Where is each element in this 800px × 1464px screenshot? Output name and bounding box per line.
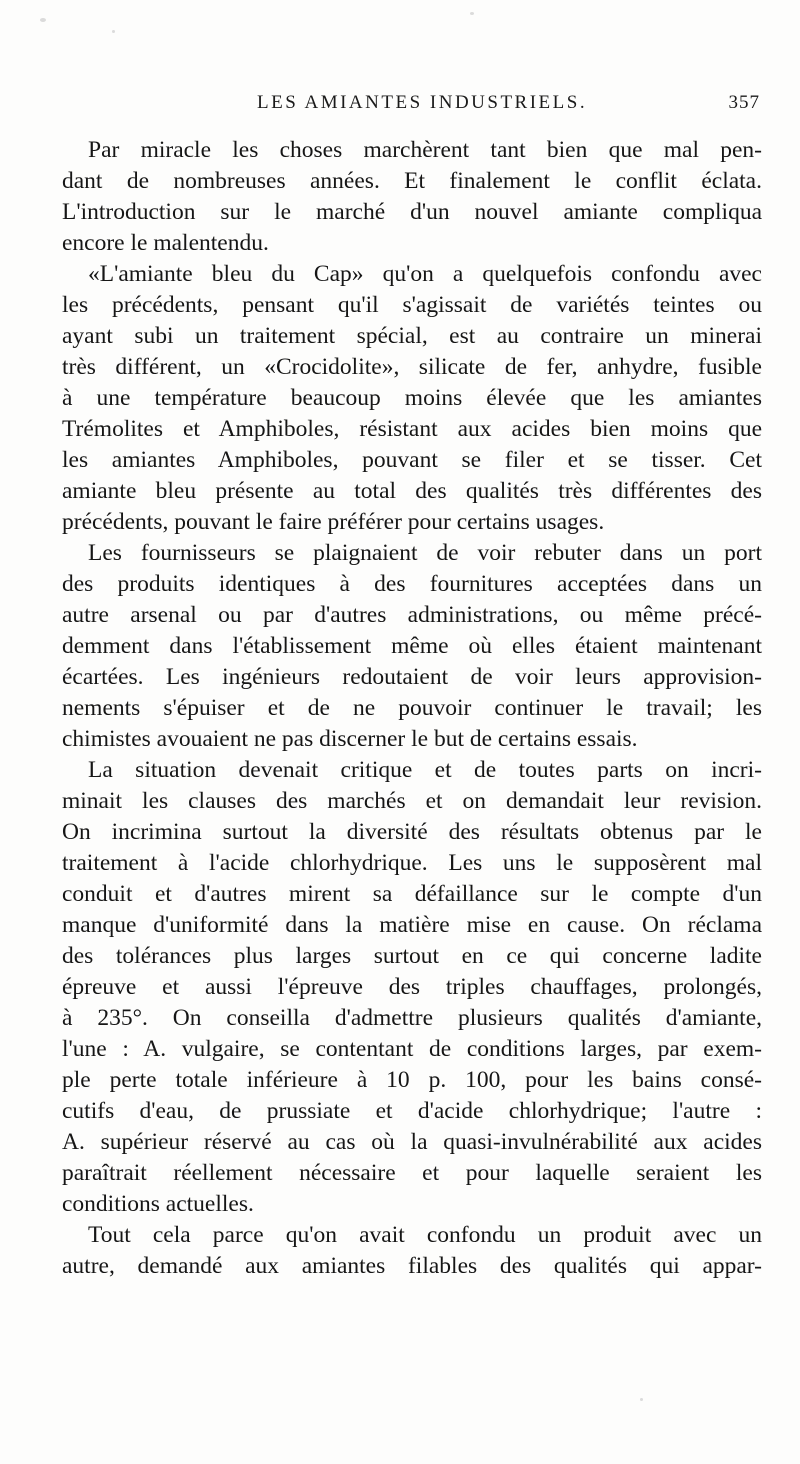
text-line: conduit et d'autres mirent sa défaillance sur le compte d'un [62,881,762,907]
text-line: des tolérances plus larges surtout en ce qui concerne ladite [62,943,762,969]
text-line: ayant subi un traitement spécial, est au contraire un minerai [62,323,762,349]
running-title: LES AMIANTES INDUSTRIELS. [257,92,588,113]
paper-speck [470,12,474,15]
paper-speck [112,30,115,33]
text-line: amiante bleu présente au total des qualités très différentes des [62,478,762,504]
text-line: l'une : A. vulgaire, se contentant de conditions larges, par exem- [62,1036,762,1062]
text-line: cutifs d'eau, de prussiate et d'acide chlorhydrique; l'autre : [62,1098,762,1124]
text-line: Tout cela parce qu'on avait confondu un produit avec un [88,1222,762,1248]
text-line: autre, demandé aux amiantes filables des qualités qui appar- [62,1253,762,1279]
text-line: paraîtrait réellement nécessaire et pour laquelle seraient les [62,1160,762,1186]
text-line: des produits identiques à des fournitures acceptées dans un [62,571,762,597]
text-line: traitement à l'acide chlorhydrique. Les uns le supposèrent mal [62,850,762,876]
text-line: A. supérieur réservé au cas où la quasi-invulnérabilité aux acides [62,1129,762,1155]
text-line: nements s'épuiser et de ne pouvoir continuer le travail; les [62,695,762,721]
body-text [62,135,762,1282]
text-line: Par miracle les choses marchèrent tant bien que mal pen- [88,137,762,163]
paper-speck [640,1398,643,1401]
text-line: manque d'uniformité dans la matière mise en cause. On réclama [62,912,762,938]
paper-speck [40,18,46,22]
text-line: les précédents, pensant qu'il s'agissait de variétés teintes ou [62,292,762,318]
text-line: très différent, un «Crocidolite», silicate de fer, anhydre, fusible [62,354,762,380]
text-line: écartées. Les ingénieurs redoutaient de voir leurs approvision- [62,664,762,690]
text-line: chimistes avouaient ne pas discerner le but de certains essais. [62,726,638,752]
text-line: La situation devenait critique et de toutes parts on incri- [88,757,762,783]
text-line: On incrimina surtout la diversité des résultats obtenus par le [62,819,762,845]
page-number: 357 [728,92,760,113]
text-line: les amiantes Amphiboles, pouvant se filer et se tisser. Cet [62,447,762,473]
text-line: conditions actuelles. [62,1191,254,1217]
text-line: à une température beaucoup moins élevée que les amiantes [62,385,762,411]
text-line: ple perte totale inférieure à 10 p. 100, pour les bains consé- [62,1067,762,1093]
text-line: à 235°. On conseilla d'admettre plusieurs qualités d'amiante, [62,1005,762,1031]
text-line: Trémolites et Amphiboles, résistant aux acides bien moins que [62,416,762,442]
text-line: précédents, pouvant le faire préférer pour certains usages. [62,509,605,535]
text-line: autre arsenal ou par d'autres administrations, ou même précé- [62,602,762,628]
text-line: encore le malentendu. [62,230,269,256]
text-line: Les fournisseurs se plaignaient de voir rebuter dans un port [88,540,762,566]
running-header [62,92,760,120]
text-line: dant de nombreuses années. Et finalement le conflit éclata. [62,168,762,194]
text-line: L'introduction sur le marché d'un nouvel amiante compliqua [62,199,762,225]
text-line: «L'amiante bleu du Cap» qu'on a quelquefois confondu avec [88,261,762,287]
text-line: demment dans l'établissement même où elles étaient maintenant [62,633,762,659]
text-line: épreuve et aussi l'épreuve des triples chauffages, prolongés, [62,974,762,1000]
text-line: minait les clauses des marchés et on demandait leur revision. [62,788,762,814]
